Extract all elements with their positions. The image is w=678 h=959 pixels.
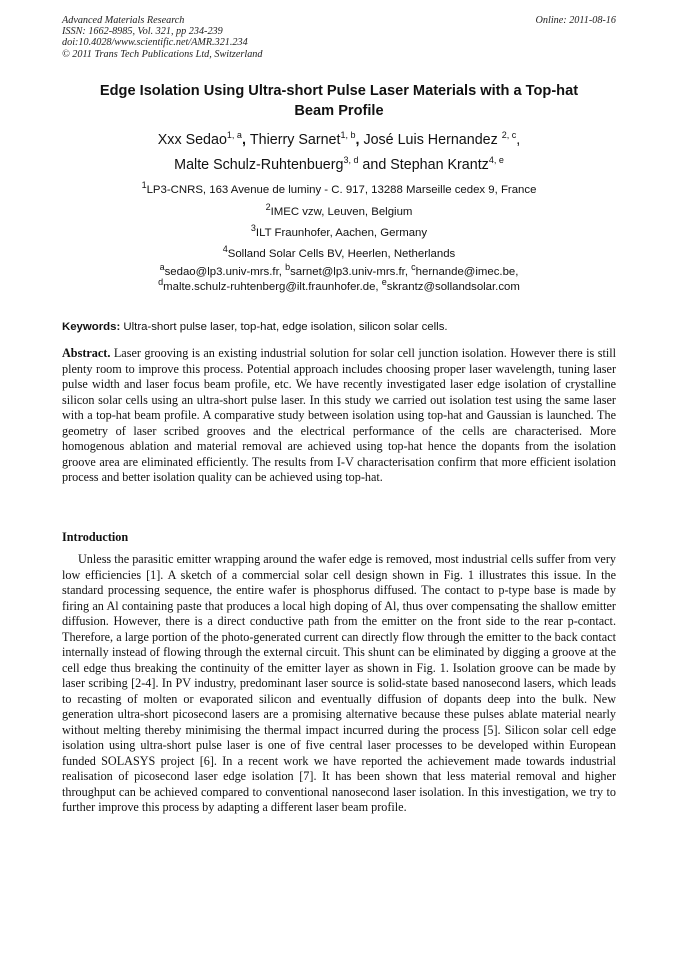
author-name: Thierry Sarnet xyxy=(249,132,341,148)
journal-issn: ISSN: 1662-8985, Vol. 321, pp 234-239 xyxy=(62,26,223,38)
affiliation-4 xyxy=(62,244,616,261)
email-address[interactable]: malte.schulz-ruhtenberg@ilt.fraunhofer.de, xyxy=(163,281,382,293)
author-superscript: 4, e xyxy=(488,155,504,166)
email-address[interactable]: sedao@lp3.univ-mrs.fr, xyxy=(164,266,286,278)
email-address[interactable]: skrantz@sollandsolar.com xyxy=(386,281,520,293)
journal-header xyxy=(62,15,262,60)
affiliation-superscript: 1 xyxy=(141,180,147,191)
author-separator: , xyxy=(241,132,250,148)
affiliation-text: Solland Solar Cells BV, Heerlen, Netherlands xyxy=(227,248,456,260)
affiliation-text: IMEC vzw, Leuven, Belgium xyxy=(270,206,413,218)
author-superscript: 1, b xyxy=(340,130,356,141)
introduction-paragraph: Unless the parasitic emitter wrapping around the wafer edge is removed, most industrial cells suffer from very low efficiencies [1]. A sketch of a commercial solar cell design shown in Fig. 1 illustrates this issue. In the standard processing sequence, the entire wafer is phosphorus diffused. The contact to p-type base is made by firing an Al containing paste that produces a local high doping of Al, thus over compensating the shallow emitter diffusion. However, there is a direct conductive path from the emitter on the front side to the rear p-contact. Therefore, a large portion of the photo-generated current can directly flow through the emitter to the back contact internally instead of flowing through the external circuit. This shunt can be eliminated by digging a groove at the cell edge thus breaking the continuity of the emitter layer as shown in Fig. 1. Isolation groove can be made by laser scribing [2-4]. In PV industry, predominant laser source is solid-state based nanosecond lasers, which leads to recasting of molten or evaporated silicon and eventually diffusion of dopants deep into the bulk. New generation ultra-short picosecond lasers are a promising alternative because these pulses ablate material nearly without melting thereby minimising the thermal impact incurred during the process [5]. Silicon solar cell edge isolation using ultra-short pulse laser is one of five central laser processes to be developed within European funded SOLASYS project [6]. In a recent work we have reported the achievement made towards industrial realisation of picosecond laser edge isolation [7]. It has been shown that less material removal and higher throughput can be achieved compared to conventional nanosecond laser isolation. In this investigation, we try to further improve this process by adapting a different laser beam profile. xyxy=(62,552,616,814)
affiliation-1 xyxy=(62,180,616,197)
author-name: Xxx Sedao xyxy=(157,132,227,148)
author-separator: , xyxy=(355,132,364,148)
affiliation-superscript: 3 xyxy=(250,223,256,234)
email-address[interactable]: sarnet@lp3.univ-mrs.fr, xyxy=(290,266,412,278)
affiliation-text: ILT Fraunhofer, Aachen, Germany xyxy=(255,227,428,239)
keywords xyxy=(62,320,616,334)
author-separator: and xyxy=(358,157,391,173)
email-address[interactable]: hernande@imec.be, xyxy=(415,266,519,278)
paper-title-line-2: Beam Profile xyxy=(294,103,384,119)
journal-doi: doi:10.4028/www.scientific.net/AMR.321.234 xyxy=(62,37,248,49)
author-superscript: 2, c xyxy=(501,130,517,141)
abstract xyxy=(62,346,616,486)
online-date: Online: 2011-08-16 xyxy=(535,15,616,26)
affiliation-text: LP3-CNRS, 163 Avenue de luminy - C. 917, 13288 Marseille cedex 9, France xyxy=(146,184,537,196)
email-superscript: b xyxy=(285,262,291,273)
affiliation-2 xyxy=(62,202,616,219)
author-line-2 xyxy=(62,153,616,178)
paper-title-line-1: Edge Isolation Using Ultra-short Pulse Laser Materials with a Top-hat xyxy=(99,83,579,99)
author-superscript: 3, d xyxy=(343,155,359,166)
author-superscript: 1, a xyxy=(226,130,242,141)
email-superscript: c xyxy=(411,262,416,273)
paper-title xyxy=(62,81,616,121)
author-name: Stephan Krantz xyxy=(390,157,489,173)
author-name: Malte Schulz-Ruhtenbuerg xyxy=(174,157,344,173)
keywords-text: Ultra-short pulse laser, top-hat, edge isolation, silicon solar cells. xyxy=(120,321,448,333)
email-superscript: e xyxy=(381,277,387,288)
email-superscript: a xyxy=(159,262,165,273)
affiliation-3 xyxy=(62,223,616,240)
author-list xyxy=(62,128,616,178)
keywords-label: Keywords: xyxy=(62,321,121,333)
author-line-1 xyxy=(62,128,616,153)
email-line-2 xyxy=(62,277,616,295)
author-emails xyxy=(62,262,616,295)
affiliation-superscript: 4 xyxy=(222,244,228,255)
email-superscript: d xyxy=(158,277,164,288)
section-heading-introduction: Introduction xyxy=(62,530,129,544)
author-separator: , xyxy=(516,132,521,148)
abstract-text: Laser grooving is an existing industrial solution for solar cell junction isolation. However there is still plenty room to improve this process. Potential approach includes choosing proper laser wavelength, tuning laser pulse width and laser focus beam profile, etc. We have recently investigated laser edge isolation of crystalline silicon solar cells using an ultra-short pulse laser. In this study we carried out isolation test using the same laser with a top-hat beam profile. A comparative study between isolation using top-hat and Gaussian is launched. The geometry of laser scribed grooves and the electrical performance of the cells are characterised. More homogenous ablation and material removal are achieved using top-hat hence the dopants from the isolation groove area are eliminated efficiently. The results from I-V characterisation confirm that more efficient isolation process and better isolation quality can be achieved using top-hat. xyxy=(62,346,616,484)
email-line-1 xyxy=(62,262,616,280)
author-name: José Luis Hernandez xyxy=(363,132,502,148)
journal-copyright: © 2011 Trans Tech Publications Ltd, Switzerland xyxy=(62,48,263,60)
journal-name: Advanced Materials Research xyxy=(62,15,185,26)
abstract-label: Abstract. xyxy=(62,346,111,360)
affiliation-superscript: 2 xyxy=(265,202,271,213)
